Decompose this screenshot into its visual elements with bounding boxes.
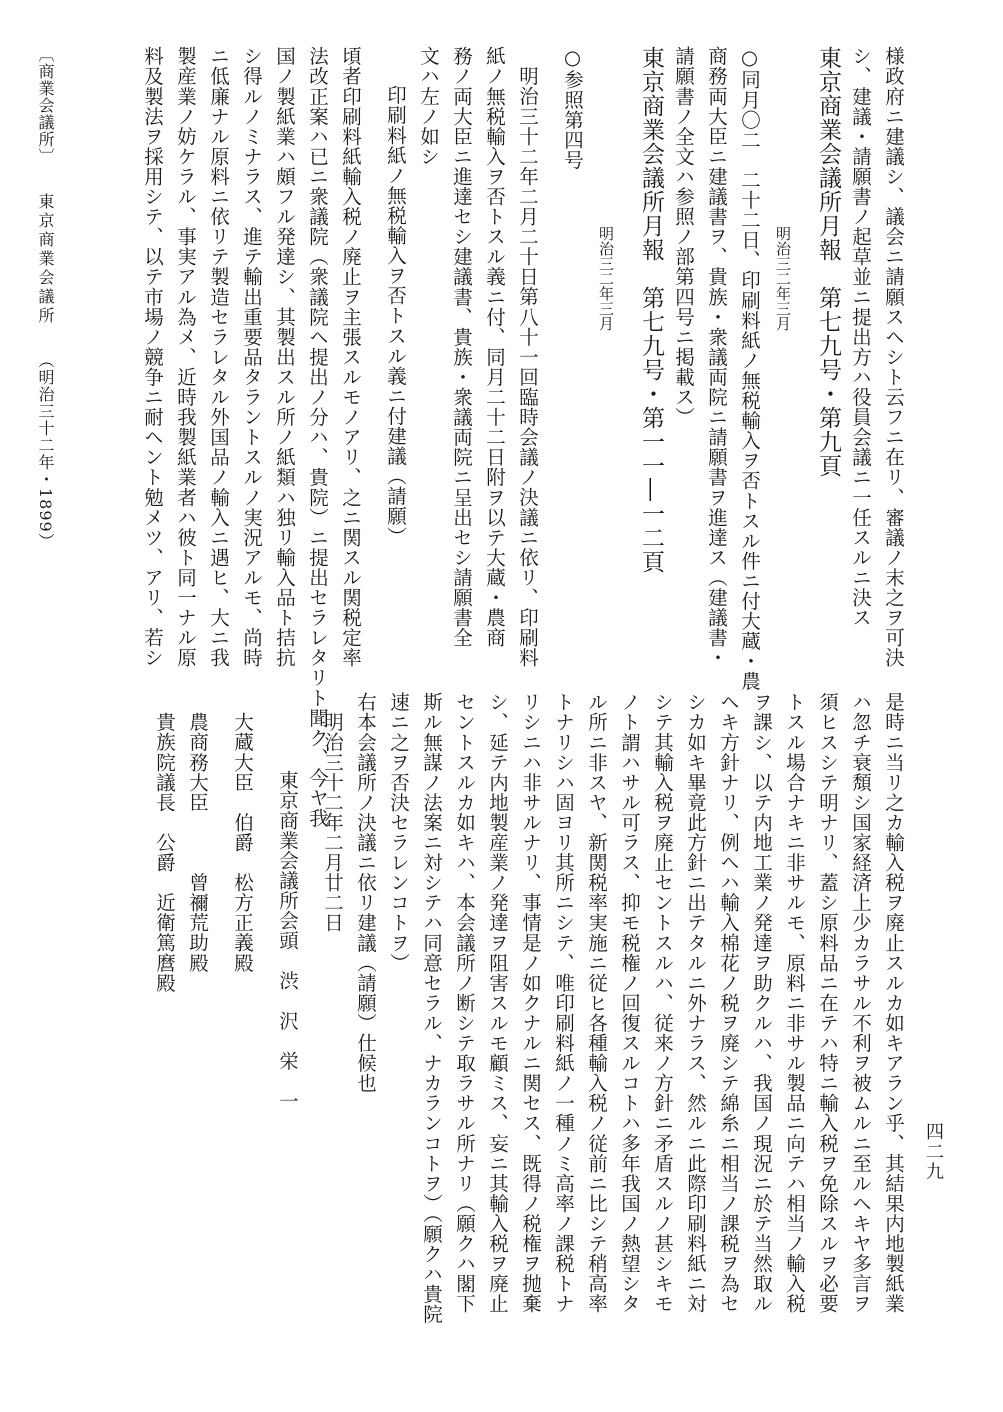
text-line: 是時ニ当リ之カ輸入税ヲ廃止スルカ如キアラン乎、其結果内地製紙業 xyxy=(882,692,905,1314)
text-line: ノト謂ハサル可ラス、抑モ税権ノ回復スルコトハ多年我国ノ熱望シタ xyxy=(618,692,641,1314)
text-line: シカ如キ畢竟此方針ニ出テタルニ外ナラス、然ルニ此際印刷料紙ニ対 xyxy=(684,692,707,1314)
lower-text-block xyxy=(153,692,910,1348)
text-line: セントスルカ如キハ、本会議所ノ断シテ取ラサル所ナリ（願クハ閣下 xyxy=(453,692,476,1314)
text-line: ○同月〇二 二十二日、印刷料紙ノ無税輸入ヲ否トスル件ニ付大蔵・農 xyxy=(738,46,761,692)
source-title: 東京商業会議所月報 第七九号・第九頁 xyxy=(815,46,841,478)
text-line: ヘキ方針ナリ、例ヘハ輸入棉花ノ税ヲ廃シテ綿糸ニ相当ノ課税ヲ為セ xyxy=(717,692,740,1314)
addressee-line: 大蔵大臣 伯爵 松方正義殿 xyxy=(231,711,254,973)
text-line: 頃者印刷料紙輸入税ノ廃止ヲ主張スルモノアリ、之ニ関スル関税定率 xyxy=(339,46,362,668)
text-line: 料及製法ヲ採用シテ、以テ市場ノ競争ニ耐ヘント勉メツ、アリ、若シ xyxy=(141,46,164,668)
signatory-line: 東京商業会議所会頭 渋 沢 栄 一 xyxy=(276,770,299,1111)
text-line: トナリシハ固ヨリ其所ニシテ、唯印刷料紙ノ一種ノミ高率ノ課税トナ xyxy=(552,692,575,1314)
addressee-line: 農商務大臣 曾禰荒助殿 xyxy=(186,711,209,973)
footer-source-label: 〔商業会議所〕 xyxy=(36,46,55,165)
text-line: ル所ニ非スヤ、新関税率実施ニ従ヒ各種輸入税ノ従前ニ比シテ稍高率 xyxy=(585,692,608,1314)
reference-heading: ○参照第四号 xyxy=(561,46,584,170)
text-line: リシニハ非サルナリ、事情是ノ如クナルニ関セス、既得ノ税権ヲ抛棄 xyxy=(519,692,542,1314)
text-line: 務ノ両大臣ニ進達セシ建議書、貴族・衆議両院ニ呈出セシ請願書全 xyxy=(450,46,473,648)
source-date: 明治三二年三月 xyxy=(774,226,792,331)
text-line: ヲ課シ、以テ内地工業ノ発達ヲ助クルハ、我国ノ現況ニ於テ当然取ル xyxy=(750,692,773,1314)
text-line: 須ヒスシテ明ナリ、蓋シ原料品ニ在テハ特ニ輸入税ヲ免除スルヲ必要 xyxy=(816,692,839,1314)
text-line: ニ低廉ナル原料ニ依リテ製造セラレタル外国品ノ輸入ニ遇ヒ、大ニ我 xyxy=(207,46,230,668)
text-line: 明治三十二年二月二十日第八十一回臨時会議ノ決議ニ依リ、印刷料 xyxy=(516,65,539,667)
text-line: シテ其輸入税ヲ廃止セントスルハ、従来ノ方針ニ矛盾スルノ甚シキモ xyxy=(651,692,674,1314)
text-line: シ、建議・請願書ノ起草並ニ提出方ハ役員会議ニ一任スルニ決ス xyxy=(849,46,872,628)
addressee-line: 貴族院議長 公爵 近衛篤麿殿 xyxy=(153,711,176,993)
footer-date: （明治三十二年・1899） xyxy=(36,352,55,550)
date-line: 明治三十二年二月廿二日 xyxy=(321,711,344,933)
text-line: 斯ル無謀ノ法案ニ対シテハ同意セラル、ナカランコトヲ）（願クハ貴院 xyxy=(420,692,443,1324)
petition-title: 印刷料紙ノ無税輸入ヲ否トスル義ニ付建議（請願） xyxy=(384,85,407,547)
footer-org: 東京商業会議所 xyxy=(36,193,55,327)
text-line: シ、延テ内地製産業ノ発達ヲ阻害スルモ顧ミス、妄ニ其輸入税ヲ廃止 xyxy=(486,692,509,1314)
text-line: 国ノ製紙業ハ頗フル発達シ、其製出スル所ノ紙類ハ独リ輸入品ト拮抗 xyxy=(273,46,296,668)
text-line: 商務両大臣ニ建議書ヲ、貴族・衆議両院ニ請願書ヲ進達ス（建議書・ xyxy=(705,46,728,668)
text-line: 速ニ之ヲ否決セラレンコトヲ） xyxy=(387,692,410,973)
text-line: 法改正案ハ已ニ衆議院（衆議院ヘ提出ノ分ハ、貴院）ニ提出セラレタリト聞ク、今ヤ我 xyxy=(306,46,329,828)
text-line: 文ハ左ノ如シ xyxy=(417,46,440,167)
source-date: 明治三二年三月 xyxy=(597,226,615,331)
text-line: 製産業ノ妨ケラル、事実アル為メ、近時我製紙業者ハ彼ト同一ナル原 xyxy=(174,46,197,668)
page-number: 四二九 xyxy=(923,1122,944,1182)
text-line: シ得ルノミナラス、進テ輸出重要品タラントスルノ実況アルモ、尚時 xyxy=(240,46,263,668)
text-line: 請願書ノ全文ハ参照ノ部第四号ニ掲載ス） xyxy=(672,46,695,427)
text-line: トスル場合ナキニ非サルモ、原料ニ非サル製品ニ向テハ相当ノ輸入税 xyxy=(783,692,806,1314)
closing-line: 右本会議所ノ決議ニ依リ建議（請願）仕候也 xyxy=(354,692,377,1093)
page-footer xyxy=(20,46,60,686)
text-line: ハ忽チ衰頽シ国家経済上少カラサル不利ヲ被ムルニ至ルヘキヤ多言ヲ xyxy=(849,692,872,1314)
text-line: 紙ノ無税輸入ヲ否トスル義ニ付、同月二十二日附ヲ以テ大蔵・農商 xyxy=(483,46,506,648)
text-line: 様政府ニ建議シ、議会ニ請願スヘシト云フニ在リ、審議ノ末之ヲ可決 xyxy=(882,46,905,668)
source-title: 東京商業会議所月報 第七九号・第一一―一二頁 xyxy=(638,46,664,574)
